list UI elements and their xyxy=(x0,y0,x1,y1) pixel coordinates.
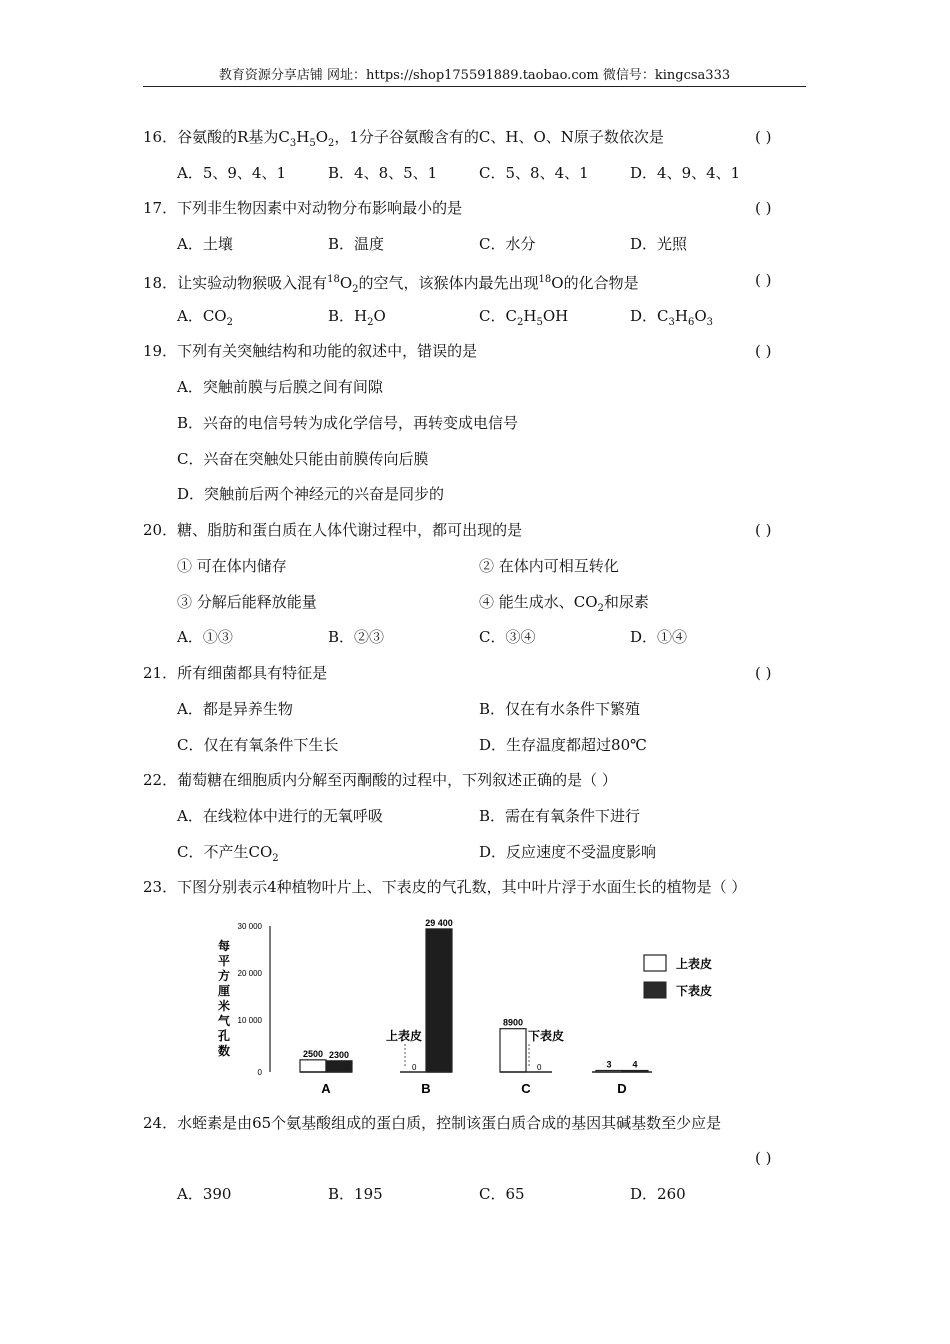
q20-stem: 20．糖、脂肪和蛋白质在人体代谢过程中，都可出现的是 xyxy=(143,521,523,539)
bar-b-lower xyxy=(426,929,452,1072)
value-label-d-upper: 3 xyxy=(606,1059,612,1070)
q17-stem: 17．下列非生物因素中对动物分布影响最小的是 xyxy=(143,199,463,217)
value-label-d-lower: 4 xyxy=(632,1059,638,1070)
q19-option-b: B．兴奋的电信号转为成化学信号，再转变成电信号 xyxy=(177,414,519,432)
value-label-c-upper: 8900 xyxy=(502,1017,524,1028)
q18-option-b: B．$H_2O$ xyxy=(328,307,386,328)
y-tick-20000: 20 000 xyxy=(237,969,262,978)
q18-option-c: C．$C_2H_5OH$ xyxy=(479,307,569,328)
q21-option-c: C．仅在有氧条件下生长 xyxy=(177,736,339,754)
q24-option-d: D．260 xyxy=(630,1185,686,1203)
q16-option-c: C．5、8、4、1 xyxy=(479,164,589,182)
legend-lower-label: 下表皮 xyxy=(676,984,713,998)
y-label-char: 厘 xyxy=(217,984,231,998)
value-label-a-upper: 2500 xyxy=(302,1048,324,1059)
q19-answer-paren: ( ) xyxy=(755,342,772,360)
q21-option-b: B．仅在有水条件下繁殖 xyxy=(479,700,641,718)
q17-option-d: D．光照 xyxy=(630,235,688,253)
q17-answer-paren: ( ) xyxy=(755,199,772,217)
value-label-a-lower: 2300 xyxy=(328,1049,350,1060)
q16-option-d: D．4、9、4、1 xyxy=(630,164,741,182)
q21-answer-paren: ( ) xyxy=(755,664,772,682)
category-b: B xyxy=(421,1081,431,1096)
q23-stem: 23．下图分别表示4种植物叶片上、下表皮的气孔数，其中叶片浮于水面生长的植物是（ ） xyxy=(143,878,747,896)
bar-a-lower xyxy=(326,1061,352,1072)
q21-option-d: D．生存温度都超过80℃ xyxy=(479,736,647,754)
q22-option-d: D．反应速度不受温度影响 xyxy=(479,843,657,861)
q20-option-c: C．③④ xyxy=(479,628,536,646)
q22-option-a: A．在线粒体中进行的无氧呼吸 xyxy=(177,807,383,825)
category-c: C xyxy=(521,1081,531,1096)
q24-option-a: A．390 xyxy=(177,1185,232,1203)
stomata-chart xyxy=(200,910,740,1100)
q20-option-d: D．①④ xyxy=(630,628,688,646)
y-label-char: 数 xyxy=(217,1044,231,1058)
q21-stem: 21．所有细菌都具有特征是 xyxy=(143,664,328,682)
y-tick-30000: 30 000 xyxy=(237,922,262,931)
y-tick-0: 0 xyxy=(257,1068,262,1077)
y-axis-label xyxy=(217,938,231,1058)
q24-option-b: B．195 xyxy=(328,1185,383,1203)
y-tick-10000: 10 000 xyxy=(237,1016,262,1025)
q16-stem: 16．谷氨酸的R基为$C_3H_5O_2$，1分子谷氨酸含有的C、H、O、N原子数依次是 xyxy=(143,128,664,149)
y-label-char: 孔 xyxy=(217,1029,231,1043)
q16-option-b: B．4、8、5、1 xyxy=(328,164,438,182)
q24-answer-paren: ( ) xyxy=(755,1149,772,1167)
q18-option-d: D．$C_3H_6O_3$ xyxy=(630,307,714,328)
q19-option-a: A．突触前膜与后膜之间有间隙 xyxy=(177,378,383,396)
q20-item-2: ② 在体内可相互转化 xyxy=(479,557,619,575)
annotation-b-upper: 上表皮 xyxy=(386,1029,423,1043)
q17-option-a: A．土壤 xyxy=(177,235,233,253)
y-label-char: 方 xyxy=(217,969,231,983)
q16-option-a: A．5、9、4、1 xyxy=(177,164,287,182)
q20-option-b: B．②③ xyxy=(328,628,385,646)
q19-stem: 19．下列有关突触结构和功能的叙述中，错误的是 xyxy=(143,342,478,360)
q16-answer-paren: ( ) xyxy=(755,128,772,146)
category-d: D xyxy=(617,1081,627,1096)
q22-option-c: C．不产生$CO_2$ xyxy=(177,843,279,864)
y-label-char: 每 xyxy=(217,939,231,953)
q24-stem: 24．水蛭素是由65个氨基酸组成的蛋白质，控制该蛋白质合成的基因其碱基数至少应是 xyxy=(143,1114,722,1132)
y-label-char: 平 xyxy=(217,954,231,968)
annotation-c-lower: 下表皮 xyxy=(528,1029,565,1043)
q18-option-a: A．$CO_2$ xyxy=(177,307,233,328)
q20-answer-paren: ( ) xyxy=(755,521,772,539)
q20-option-a: A．①③ xyxy=(177,628,233,646)
q18-answer-paren: ( ) xyxy=(755,271,772,289)
category-a: A xyxy=(321,1081,331,1096)
page-header: 教育资源分享店铺 网址：https://shop175591889.taobao.com 微信号：kingcsa333 xyxy=(143,66,806,87)
label-b-upper-value: 0 xyxy=(412,1063,417,1072)
q22-stem: 22．葡萄糖在细胞质内分解至丙酮酸的过程中，下列叙述正确的是（ ） xyxy=(143,771,617,789)
legend-lower-swatch xyxy=(644,982,666,998)
q19-option-c: C．兴奋在突触处只能由前膜传向后膜 xyxy=(177,450,429,468)
q20-item-4: ④ 能生成水、$CO_2$和尿素 xyxy=(479,593,649,614)
bar-a-upper xyxy=(300,1060,326,1072)
q18-stem: 18．让实验动物猴吸入混有$^{18}O_2$的空气，该猴体内最先出现$^{18}$O的化合物是 xyxy=(143,274,639,295)
q17-option-b: B．温度 xyxy=(328,235,385,253)
q21-option-a: A．都是异养生物 xyxy=(177,700,293,718)
bar-c-upper xyxy=(500,1029,526,1072)
legend-upper-label: 上表皮 xyxy=(676,957,713,971)
q20-item-3: ③ 分解后能释放能量 xyxy=(177,593,317,611)
value-label-b-lower: 29 400 xyxy=(425,917,453,928)
y-label-char: 气 xyxy=(217,1014,231,1028)
legend-upper-swatch xyxy=(644,955,666,971)
q19-option-d: D．突触前后两个神经元的兴奋是同步的 xyxy=(177,485,445,503)
q17-option-c: C．水分 xyxy=(479,235,536,253)
q20-item-1: ① 可在体内储存 xyxy=(177,557,287,575)
y-label-char: 米 xyxy=(217,999,231,1013)
label-c-lower-value: 0 xyxy=(537,1063,542,1072)
q22-option-b: B．需在有氧条件下进行 xyxy=(479,807,641,825)
q24-option-c: C．65 xyxy=(479,1185,525,1203)
